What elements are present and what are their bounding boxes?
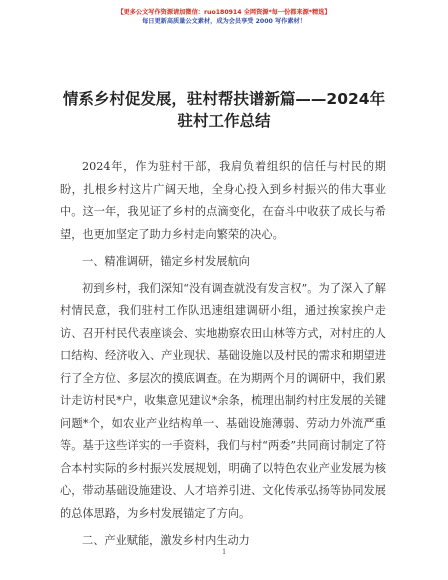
section-heading-2: 二、产业赋能，激发乡村内生动力: [82, 534, 250, 547]
section-1-paragraph: 初到乡村，我们深知“没有调查就没有发言权”。为了深入了解村情民意，我们驻村工作队迅速组建调研小组，通过挨家挨户走访、召开村民代表座谈会、实地勘察农田山林等方式，对村庄的人口结构、经济收入、产业现状、基础设施以及村民的需求和期望进行了全方位、多层次的摸底调查。在为期两个月的调研中，我们累计走访村民*户，收集意见建议*余条，梳理出制约村庄发展的关键问题*个，如农业产业结构单一、基础设施薄弱、劳动力外流严重等。基于这些详实的一手资料，我们与村“两委”共同商讨制定了符合本村实际的乡村振兴发展规划，明确了以特色农业产业发展为核心，带动基础设施建设、人才培养引进、文化传承弘扬等协同发展的总体思路，为乡村发展锚定了方向。: [60, 281, 386, 520]
document-body: [60, 156, 386, 557]
document-title: 情系乡村促发展，驻村帮扶谱新篇——2024年驻村工作总结: [62, 90, 386, 130]
section-heading-1: 一、精准调研，锚定乡村发展航向: [82, 255, 250, 268]
banner-line-member: 每日更新高质量公文素材，成为会员享受 2000 写作素材！: [142, 18, 306, 25]
intro-paragraph: 2024年，作为驻村干部，我肩负着组织的信任与村民的期盼，扎根乡村这片广阔天地，全身心投入到乡村振兴的伟大事业中。这一年，我见证了乡村的点滴变化，在奋斗中收获了成长与希望，也更加坚定了助力乡村走向繁荣的决心。: [60, 160, 386, 241]
banner-line-promo: 【更多公文写作资源请加微信：ruo180914 全网资源*每一份都来源*精选】: [117, 9, 331, 16]
page-number: 1: [222, 547, 226, 556]
header-banner: [0, 8, 448, 26]
